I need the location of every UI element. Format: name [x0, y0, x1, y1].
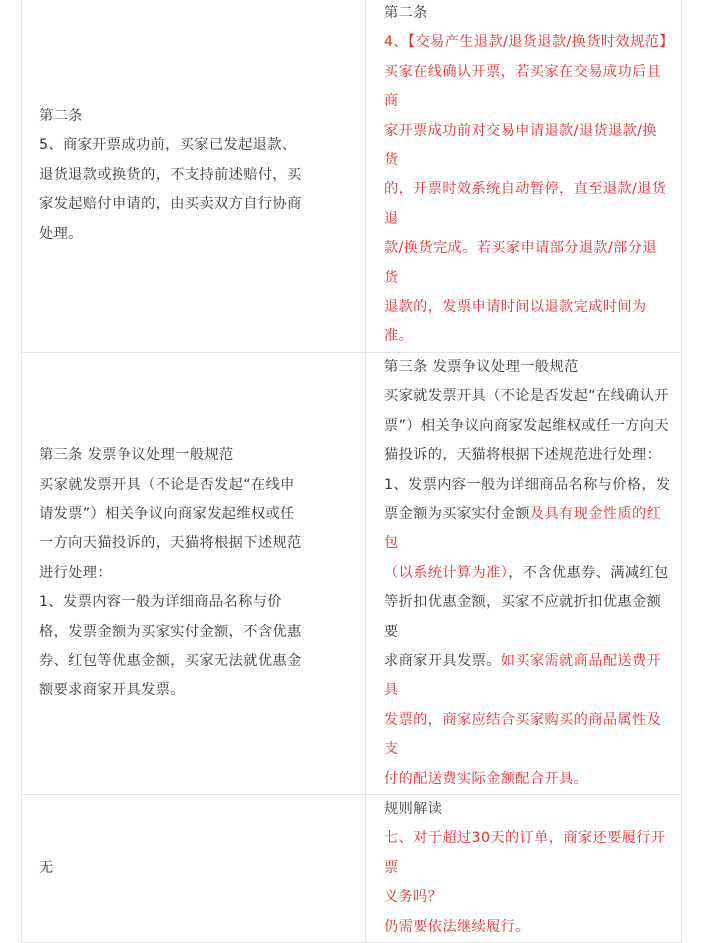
rule-text-line: 处理。 [39, 225, 83, 242]
mixed-text-line [384, 500, 671, 559]
section-heading: 第二条 [384, 5, 428, 21]
rules-comparison-table [21, 0, 682, 943]
old-rule-cell [22, 794, 366, 942]
table-row [22, 0, 682, 352]
rule-text-line: 1、发票内容一般为详细商品名称与价 [39, 594, 282, 611]
mixed-text-line [384, 559, 671, 588]
rule-text-span: 票金额为买家实付金额 [384, 505, 530, 522]
section-heading: 第三条 发票争议处理一般规范 [384, 358, 579, 375]
section-heading: 规则解读 [384, 800, 443, 817]
highlighted-text-span: （以系统计算为准） [384, 564, 509, 581]
rule-text-line: 家发起赔付申请的，由买卖双方自行协商 [39, 196, 302, 213]
rule-text-line: 买家就发票开具（不论是否发起“在线确认开 [384, 388, 669, 405]
rule-text-span: 求商家开具发票。 [384, 652, 501, 669]
rule-text-line: 5、商家开票成功前，买家已发起退款、 [39, 137, 297, 154]
empty-rule-text: 无 [39, 859, 54, 876]
rule-text-line: 猫投诉的，天猫将根据下述规范进行处理： [384, 447, 662, 464]
rule-text-line: 请发票”）相关争议向商家发起维权或任 [39, 505, 295, 522]
table-row [22, 794, 682, 942]
highlighted-rule-line: 义务吗？ [384, 889, 443, 906]
rule-text-line: 券、红包等优惠金额，买家无法就优惠金 [39, 652, 302, 669]
section-heading: 第三条 发票争议处理一般规范 [39, 447, 234, 464]
rule-text-line: 格，发票金额为买家实付金额，不含优惠 [39, 623, 302, 640]
highlighted-rule-line: 七、对于超过30天的订单，商家还要履行开票 [384, 830, 666, 876]
old-rule-cell [22, 0, 366, 352]
rule-text-line: 等折扣优惠金额，买家不应就折扣优惠金额要 [384, 594, 662, 640]
highlighted-text-span: 及具有现金性质的红包 [384, 505, 662, 552]
highlighted-rule-line: 的，开票时效系统自动暂停，直至退款/退货退 [384, 181, 667, 227]
highlighted-rule-line: 买家在线确认开票，若买家在交易成功后且商 [384, 63, 662, 110]
rule-text-span: ，不含优惠券、满减红包 [508, 564, 669, 581]
highlighted-rule-line: 发票的，商家应结合买家购买的商品属性及支 [384, 711, 662, 758]
rule-text-line: 进行处理： [39, 564, 112, 581]
rule-text-line: 一方向天猫投诉的，天猫将根据下述规范 [39, 535, 302, 552]
rule-text-line: 买家就发票开具（不论是否发起“在线申 [39, 476, 295, 493]
rule-text-line: 票”）相关争议向商家发起维权或任一方向天 [384, 417, 669, 434]
highlighted-text-span: 如买家需就商品配送费开具 [384, 652, 662, 699]
rule-text-line: 1、发票内容一般为详细商品名称与价格，发 [384, 476, 671, 493]
highlighted-rule-title: 4、【交易产生退款/退货退款/换货时效规范】 [384, 34, 674, 51]
highlighted-rule-line: 付的配送费实际金额配合开具。 [384, 770, 589, 787]
table-row [22, 352, 682, 794]
new-rule-cell [366, 352, 682, 794]
highlighted-rule-line: 仍需要依法继续履行。 [384, 918, 530, 935]
highlighted-rule-line: 退款的，发票申请时间以退款完成时间为准。 [384, 299, 647, 345]
new-rule-cell [366, 0, 682, 352]
highlighted-rule-line: 款/换货完成。若买家申请部分退款/部分退货 [384, 240, 657, 286]
rule-text-line: 退货退款或换货的，不支持前述赔付，买 [39, 166, 302, 183]
highlighted-rule-line: 家开票成功前对交易申请退款/退货退款/换货 [384, 122, 657, 169]
old-rule-cell [22, 352, 366, 794]
section-heading: 第二条 [39, 107, 83, 124]
new-rule-cell [366, 794, 682, 942]
mixed-text-line [384, 647, 671, 706]
rule-text-line: 额要求商家开具发票。 [39, 682, 185, 699]
